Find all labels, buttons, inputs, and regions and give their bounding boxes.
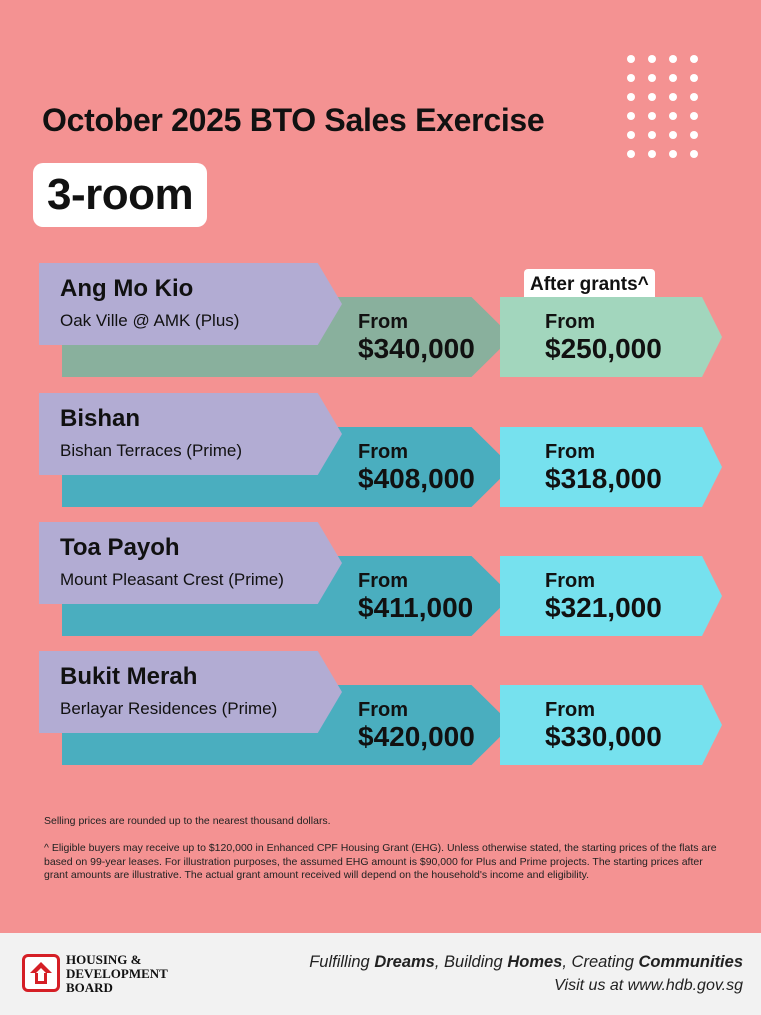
- town-name: Toa Payoh: [60, 534, 180, 561]
- decorative-dot: [669, 74, 677, 82]
- project-name: Mount Pleasant Crest (Prime): [60, 570, 284, 589]
- starting-price: $340,000: [358, 333, 475, 364]
- decorative-dot: [627, 74, 635, 82]
- from-label: From: [358, 570, 408, 592]
- tagline-emphasis: Dreams: [374, 953, 435, 971]
- page-title: October 2025 BTO Sales Exercise: [42, 102, 545, 138]
- decorative-dot: [627, 131, 635, 139]
- listing-row: [0, 522, 761, 640]
- price-after-grants: $321,000: [545, 592, 662, 623]
- decorative-dot: [627, 93, 635, 101]
- hdb-logo-icon: [22, 954, 60, 992]
- rounding-note: Selling prices are rounded up to the nearest thousand dollars.: [44, 815, 331, 827]
- decorative-dot: [669, 112, 677, 120]
- website-link[interactable]: Visit us at www.hdb.gov.sg: [554, 977, 743, 994]
- tagline-part: , Creating: [562, 953, 639, 971]
- room-type-badge: [33, 163, 207, 227]
- from-label: From: [358, 311, 408, 333]
- after-grants-tag: After grants^: [524, 269, 655, 301]
- grants-footnote: ^ Eligible buyers may receive up to $120,000 in Enhanced CPF Housing Grant (EHG). Unless otherwise stated, the starting prices of the flats are based on 99-year leases. For illustration purposes, the assumed EHG amount is $90,000 for Plus and Prime projects. The starting prices after grant amounts are illustrative. The actual grant amount received will depend on the household's income and eligibility.: [44, 842, 717, 882]
- decorative-dot: [690, 55, 698, 63]
- project-name: Bishan Terraces (Prime): [60, 441, 243, 460]
- from-label: From: [545, 699, 595, 721]
- price-after-grants: $330,000: [545, 721, 662, 752]
- listing-row: [0, 393, 761, 511]
- tagline-emphasis: Communities: [638, 953, 743, 971]
- project-name: Berlayar Residences (Prime): [60, 699, 278, 718]
- from-label: From: [358, 441, 408, 463]
- decorative-dot: [627, 112, 635, 120]
- tagline-part: , Building: [434, 953, 508, 971]
- decorative-dot: [690, 112, 698, 120]
- tagline-emphasis: Homes: [507, 953, 563, 971]
- starting-price: $411,000: [358, 592, 474, 623]
- logo-line: HOUSING &: [66, 952, 142, 967]
- decorative-dot: [627, 150, 635, 158]
- decorative-dot: [669, 93, 677, 101]
- decorative-dot: [627, 55, 635, 63]
- starting-price: $408,000: [358, 463, 475, 494]
- project-name: Oak Ville @ AMK (Plus): [60, 311, 240, 330]
- decorative-dot: [669, 55, 677, 63]
- from-label: From: [358, 699, 408, 721]
- price-after-grants: $318,000: [545, 463, 662, 494]
- decorative-dot: [648, 74, 656, 82]
- logo-line: BOARD: [66, 980, 113, 995]
- decorative-dot: [648, 112, 656, 120]
- listing-row: [0, 263, 761, 381]
- decorative-dot-grid: [627, 55, 707, 165]
- price-after-grants: $250,000: [545, 333, 662, 364]
- town-name: Bishan: [60, 405, 141, 432]
- tagline-part: Fulfilling: [309, 953, 375, 971]
- from-label: From: [545, 311, 595, 333]
- starting-price: $420,000: [358, 721, 475, 752]
- decorative-dot: [669, 131, 677, 139]
- from-label: From: [545, 570, 595, 592]
- decorative-dot: [648, 150, 656, 158]
- hdb-logo-text: [66, 953, 168, 995]
- decorative-dot: [690, 74, 698, 82]
- decorative-dot: [648, 131, 656, 139]
- from-label: From: [545, 441, 595, 463]
- town-name: Ang Mo Kio: [60, 275, 194, 302]
- decorative-dot: [669, 150, 677, 158]
- decorative-dot: [690, 150, 698, 158]
- decorative-dot: [648, 55, 656, 63]
- listing-row: [0, 651, 761, 769]
- decorative-dot: [690, 93, 698, 101]
- room-type-label: 3-room: [47, 170, 194, 219]
- footer-bar: [0, 933, 761, 1015]
- decorative-dot: [648, 93, 656, 101]
- decorative-dot: [690, 131, 698, 139]
- town-name: Bukit Merah: [60, 663, 198, 690]
- logo-line: DEVELOPMENT: [66, 966, 168, 981]
- tagline: [309, 953, 743, 972]
